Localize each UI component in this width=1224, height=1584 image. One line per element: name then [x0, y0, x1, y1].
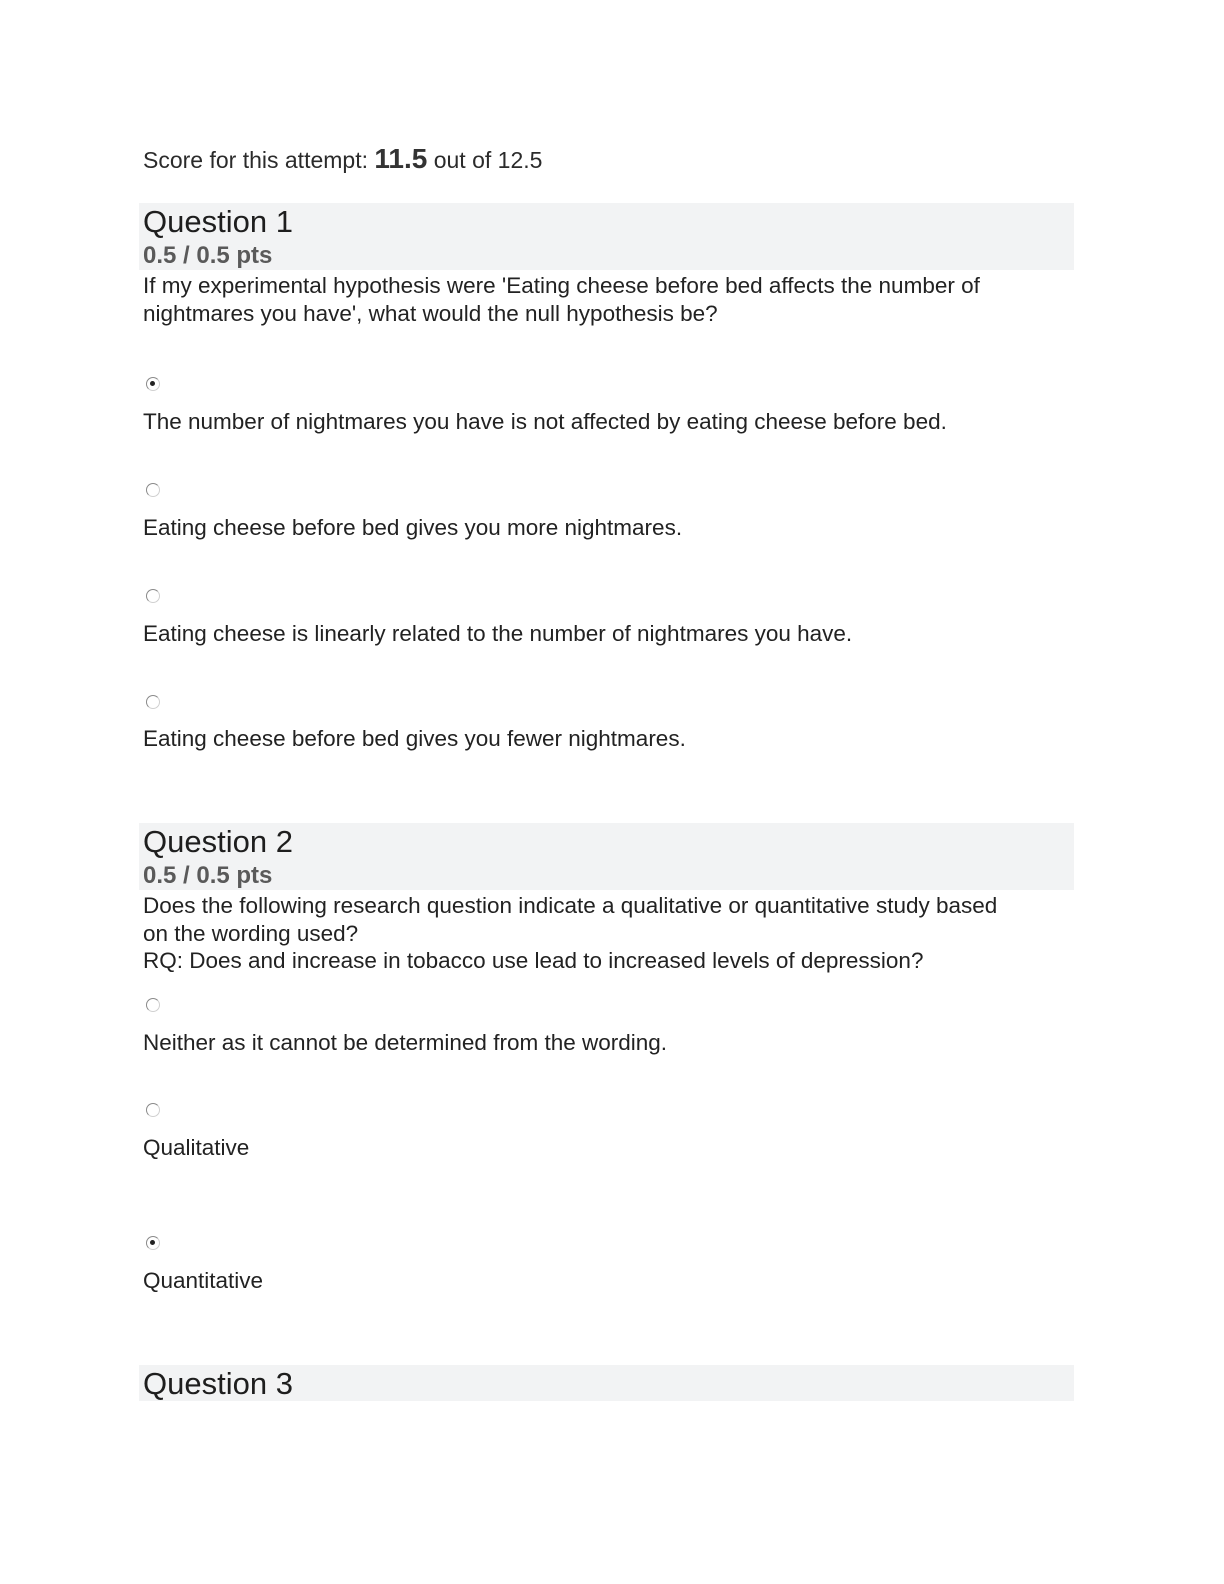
question-1-text [143, 272, 1063, 327]
score-out-of: out of 12.5 [433, 147, 543, 173]
question-2-title: Question 2 [143, 824, 293, 859]
question-2-answer-2-label[interactable]: Qualitative [143, 1135, 250, 1160]
question-1-header [139, 203, 1074, 270]
question-2-text-line: Does the following research question indicate a qualitative or quantitative study based [143, 893, 998, 918]
question-1-answer-2-radio[interactable] [146, 483, 160, 497]
question-1-points: 0.5 / 0.5 pts [143, 242, 273, 269]
question-1-answer-1-label[interactable]: The number of nightmares you have is not affected by eating cheese before bed. [143, 409, 947, 434]
question-1-answer-4-label[interactable]: Eating cheese before bed gives you fewer nightmares. [143, 726, 686, 751]
question-2-text-line: on the wording used? [143, 920, 359, 946]
question-1-title: Question 1 [143, 204, 293, 239]
question-1-answer-2-label[interactable]: Eating cheese before bed gives you more nightmares. [143, 515, 683, 540]
question-1-answer-3-label[interactable]: Eating cheese is linearly related to the number of nightmares you have. [143, 621, 853, 646]
question-1-text-line: nightmares you have', what would the null hypothesis be? [143, 300, 718, 326]
question-2-answer-2-radio[interactable] [146, 1103, 160, 1117]
question-2-answer-3-label[interactable]: Quantitative [143, 1268, 264, 1293]
question-1-answer-1-radio[interactable] [146, 377, 160, 391]
question-1-answer-4-radio[interactable] [146, 695, 160, 709]
score-summary [143, 143, 542, 175]
question-2-answer-1-radio[interactable] [146, 998, 160, 1012]
score-label: Score for this attempt: [143, 147, 368, 173]
question-3-header [139, 1365, 1074, 1401]
score-value: 11.5 [374, 143, 428, 174]
question-2-text [143, 892, 1063, 975]
question-2-header [139, 823, 1074, 890]
question-2-answer-3-radio[interactable] [146, 1236, 160, 1250]
question-2-answer-1-label[interactable]: Neither as it cannot be determined from the wording. [143, 1030, 668, 1055]
question-2-points: 0.5 / 0.5 pts [143, 862, 273, 889]
question-2-text-line: RQ: Does and increase in tobacco use lead to increased levels of depression? [143, 948, 924, 973]
question-3-title: Question 3 [143, 1366, 293, 1401]
question-1-answer-3-radio[interactable] [146, 589, 160, 603]
question-1-text-line: If my experimental hypothesis were 'Eating cheese before bed affects the number of [143, 273, 980, 298]
